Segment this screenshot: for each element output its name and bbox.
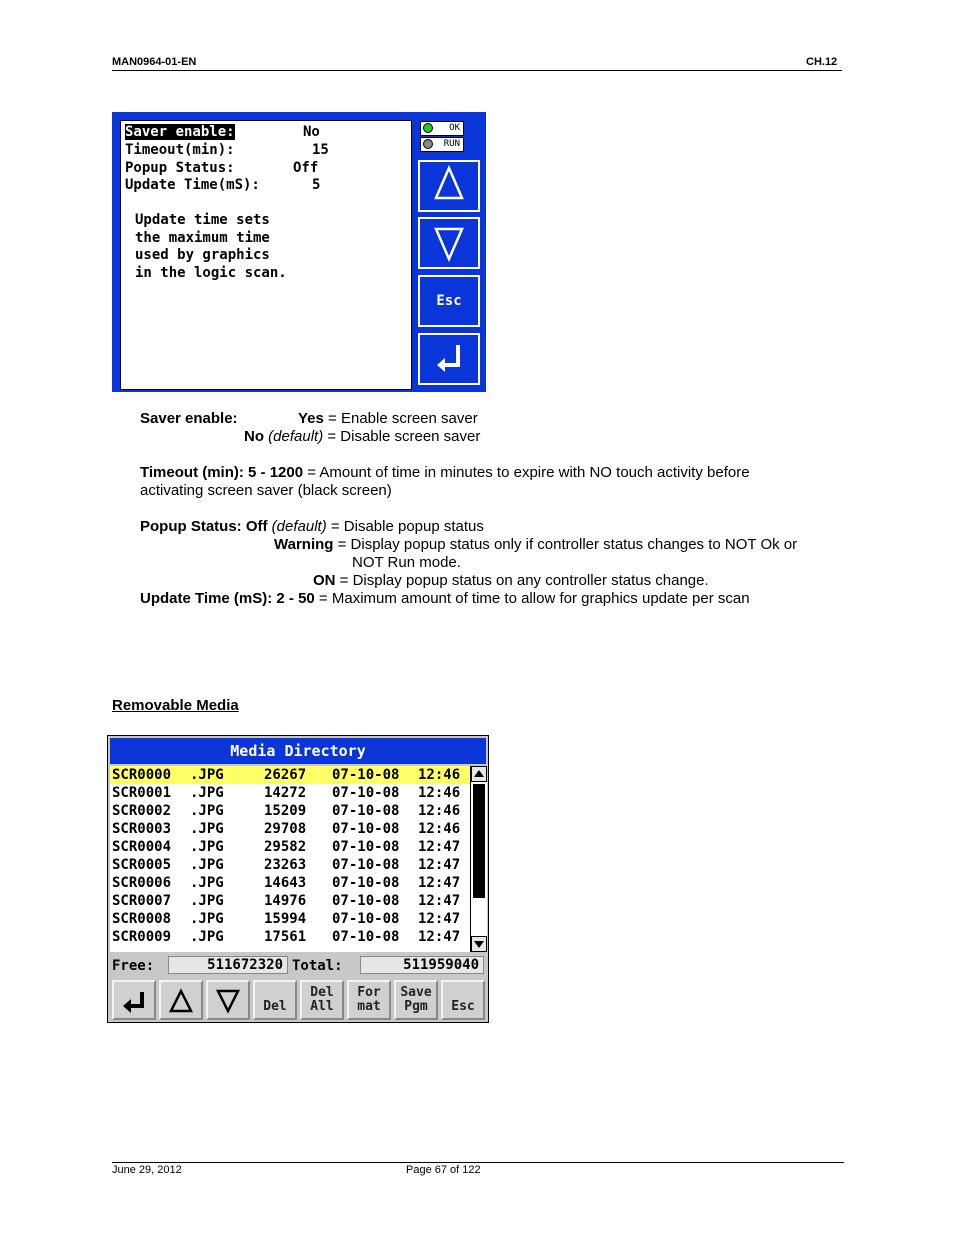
popup-on-desc: ON = Display popup status on any controller status change.	[313, 572, 709, 589]
file-date: 07-10-08	[332, 929, 400, 945]
setting-value-saver: No	[303, 124, 320, 140]
file-time: 12:47	[418, 929, 461, 945]
file-name: SCR0002	[112, 803, 172, 819]
file-row[interactable]	[110, 802, 470, 820]
scroll-up-icon	[472, 767, 486, 781]
update-time-desc: Update Time (mS): 2 - 50 = Maximum amount of time to allow for graphics update per scan	[140, 590, 750, 607]
file-ext: .JPG	[190, 929, 224, 945]
file-ext: .JPG	[190, 875, 224, 891]
saver-enable-label: Saver enable:	[140, 410, 238, 427]
settings-display	[120, 120, 412, 390]
file-time: 12:47	[418, 857, 461, 873]
status-run-indicator: RUN	[420, 137, 464, 152]
enter-button[interactable]	[418, 333, 480, 385]
enter-icon	[117, 988, 151, 1014]
file-row[interactable]	[110, 874, 470, 892]
file-ext: .JPG	[190, 821, 224, 837]
file-size: 15994	[264, 911, 307, 927]
file-date: 07-10-08	[332, 857, 400, 873]
file-date: 07-10-08	[332, 767, 400, 783]
file-row[interactable]	[110, 784, 470, 802]
down-arrow-icon	[429, 219, 469, 265]
up-button[interactable]	[159, 980, 203, 1020]
setting-value-popup: Off	[293, 160, 319, 176]
delete-all-button[interactable]: Del All	[300, 980, 344, 1020]
file-row[interactable]	[110, 820, 470, 838]
footer-date: June 29, 2012	[112, 1164, 182, 1176]
file-size: 29708	[264, 821, 307, 837]
media-directory-panel	[107, 735, 489, 1023]
enter-button[interactable]	[112, 980, 156, 1020]
file-date: 07-10-08	[332, 839, 400, 855]
up-arrow-icon	[164, 988, 198, 1014]
esc-button[interactable]: Esc	[441, 980, 485, 1020]
popup-off-desc: Popup Status: Off (default) = Disable popup status	[140, 518, 484, 535]
setting-row-timeout[interactable]: Timeout(min):	[125, 142, 235, 158]
scroll-up-button[interactable]	[471, 766, 487, 782]
status-ok-indicator: OK	[420, 121, 464, 136]
help-line: Update time sets	[135, 212, 270, 228]
delete-button[interactable]: Del	[253, 980, 297, 1020]
total-label: Total:	[292, 958, 343, 974]
file-list	[110, 766, 470, 952]
file-time: 12:46	[418, 767, 461, 783]
file-size: 26267	[264, 767, 307, 783]
file-name: SCR0004	[112, 839, 172, 855]
screen-saver-settings-panel	[112, 112, 486, 392]
file-ext: .JPG	[190, 911, 224, 927]
file-ext: .JPG	[190, 767, 224, 783]
file-name: SCR0000	[112, 767, 172, 783]
file-date: 07-10-08	[332, 893, 400, 909]
file-name: SCR0008	[112, 911, 172, 927]
file-row[interactable]	[110, 856, 470, 874]
footer-rule	[112, 1162, 844, 1163]
down-button[interactable]	[206, 980, 250, 1020]
save-program-button[interactable]: Save Pgm	[394, 980, 438, 1020]
file-size: 14272	[264, 785, 307, 801]
saver-no-desc: No (default) = Disable screen saver	[244, 428, 481, 445]
file-time: 12:47	[418, 839, 461, 855]
ok-led-icon	[423, 123, 433, 133]
file-time: 12:46	[418, 785, 461, 801]
file-name: SCR0007	[112, 893, 172, 909]
file-size: 29582	[264, 839, 307, 855]
file-date: 07-10-08	[332, 875, 400, 891]
storage-status	[110, 956, 486, 976]
timeout-desc-cont: activating screen saver (black screen)	[140, 482, 392, 499]
file-time: 12:47	[418, 875, 461, 891]
file-ext: .JPG	[190, 893, 224, 909]
enter-icon	[429, 335, 469, 381]
timeout-desc: Timeout (min): 5 - 1200 = Amount of time in minutes to expire with NO touch activity before	[140, 464, 750, 481]
popup-warning-desc-cont: NOT Run mode.	[352, 554, 461, 571]
up-button[interactable]	[418, 160, 480, 212]
file-size: 23263	[264, 857, 307, 873]
file-size: 14643	[264, 875, 307, 891]
media-directory-title: Media Directory	[110, 738, 486, 764]
file-ext: .JPG	[190, 803, 224, 819]
file-row[interactable]	[110, 910, 470, 928]
file-name: SCR0003	[112, 821, 172, 837]
footer-page-number: Page 67 of 122	[406, 1164, 481, 1176]
file-size: 17561	[264, 929, 307, 945]
file-ext: .JPG	[190, 839, 224, 855]
free-value: 511672320	[168, 956, 288, 974]
file-date: 07-10-08	[332, 821, 400, 837]
scrollbar[interactable]	[470, 766, 487, 952]
file-date: 07-10-08	[332, 911, 400, 927]
chapter-label: CH.12	[806, 56, 838, 68]
doc-id: MAN0964-01-EN	[112, 56, 197, 68]
setting-row-update[interactable]: Update Time(mS):	[125, 177, 260, 193]
file-row[interactable]	[110, 892, 470, 910]
down-button[interactable]	[418, 217, 480, 269]
help-line: used by graphics	[135, 247, 270, 263]
up-arrow-icon	[429, 162, 469, 208]
header-rule	[112, 70, 842, 71]
down-arrow-icon	[211, 988, 245, 1014]
run-led-icon	[423, 139, 433, 149]
file-row[interactable]	[110, 928, 470, 946]
esc-button[interactable]: Esc	[418, 275, 480, 327]
popup-warning-desc: Warning = Display popup status only if controller status changes to NOT Ok or	[274, 536, 798, 553]
file-size: 14976	[264, 893, 307, 909]
file-time: 12:46	[418, 821, 461, 837]
scroll-down-button[interactable]	[471, 936, 487, 952]
help-line: in the logic scan.	[135, 265, 287, 281]
file-time: 12:47	[418, 893, 461, 909]
scroll-down-icon	[472, 937, 486, 951]
file-size: 15209	[264, 803, 307, 819]
setting-value-timeout: 15	[312, 142, 329, 158]
saver-yes-desc: Yes = Enable screen saver	[298, 410, 478, 427]
file-row[interactable]	[110, 838, 470, 856]
help-line: the maximum time	[135, 230, 270, 246]
total-value: 511959040	[360, 956, 484, 974]
file-time: 12:47	[418, 911, 461, 927]
file-name: SCR0005	[112, 857, 172, 873]
file-name: SCR0006	[112, 875, 172, 891]
section-title: Removable Media	[112, 697, 239, 714]
file-ext: .JPG	[190, 857, 224, 873]
setting-value-update: 5	[312, 177, 321, 193]
file-name: SCR0001	[112, 785, 172, 801]
file-row[interactable]	[110, 766, 470, 784]
setting-row-popup[interactable]: Popup Status:	[125, 160, 235, 176]
free-label: Free:	[112, 958, 155, 974]
file-date: 07-10-08	[332, 803, 400, 819]
file-name: SCR0009	[112, 929, 172, 945]
setting-row-saver[interactable]: Saver enable:	[125, 124, 235, 140]
format-button[interactable]: For mat	[347, 980, 391, 1020]
file-ext: .JPG	[190, 785, 224, 801]
file-time: 12:46	[418, 803, 461, 819]
file-date: 07-10-08	[332, 785, 400, 801]
scroll-thumb[interactable]	[473, 784, 485, 898]
